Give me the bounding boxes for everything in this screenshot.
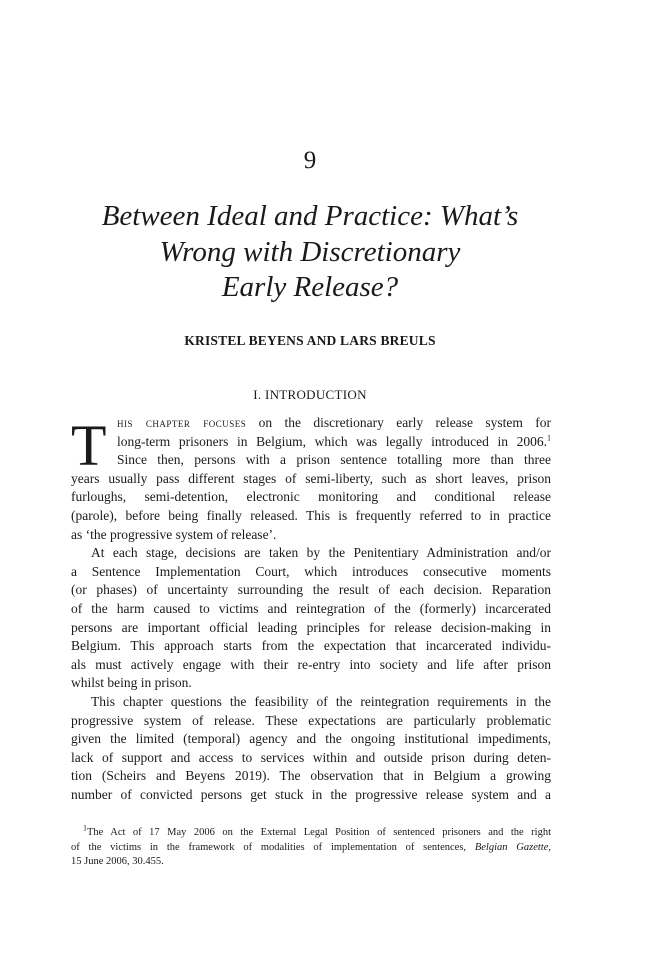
chapter-number: 9 xyxy=(303,147,317,174)
footnote-marker: 1 xyxy=(83,823,87,833)
chapter-authors: KRISTEL BEYENS AND LARS BREULS xyxy=(184,333,436,348)
section-heading: I. INTRODUCTION xyxy=(253,387,367,402)
chapter-title-line: Between Ideal and Practice: What’s xyxy=(101,200,519,232)
text-line: as ‘the progressive system of release’. xyxy=(71,526,277,542)
text-line: a Sentence Implementation Court, which introduces consecutive moments xyxy=(71,563,551,579)
text-line: furloughs, semi-detention, electronic monitoring and conditional release xyxy=(71,489,551,505)
text-line: of the harm caused to victims and reintegration of the (formerly) incarcerated xyxy=(71,600,551,616)
text-line: number of convicted persons get stuck in the progressive release system and a xyxy=(71,786,551,802)
footnote-line: 15 June 2006, 30.455. xyxy=(71,856,164,867)
text-line: given the limited (temporal) agency and the ongoing institutional impediments, xyxy=(71,731,551,747)
paragraph-intro xyxy=(71,414,551,544)
text-line: years usually pass different stages of semi-liberty, such as short leaves, prison xyxy=(71,470,551,486)
chapter-title xyxy=(60,199,560,306)
chapter-title-line: Wrong with Discretionary xyxy=(159,235,461,268)
gazette-title: Belgian Gazette xyxy=(474,841,549,853)
footnote-reference[interactable]: 1 xyxy=(547,433,551,443)
footnote-line: $^1$The Act of 17 May 2006 on the External Legal Position of sentenced prisoners and the right xyxy=(83,823,551,838)
text-line: (parole), before being finally released. This is frequently referred to in practice xyxy=(71,507,551,523)
text-line: At each stage, decisions are taken by the Penitentiary Administration and/or xyxy=(91,545,551,561)
footnote-line: of the victims in the framework of modalities of implementation of sentences, Belgian Gazette, xyxy=(71,841,551,853)
text-line: progressive system of release. These expectations are particularly problematic xyxy=(71,712,551,728)
text-line: This chapter questions the feasibility of the reintegration requirements in the xyxy=(91,694,551,709)
text-line: als must actively engage with their re-entry into society and life after prison xyxy=(71,656,551,672)
text-line: long-term prisoners in Belgium, which was legally introduced in 2006.$^1$ xyxy=(117,433,551,449)
text-line: Since then, persons with a prison sentence totalling more than three xyxy=(117,452,551,468)
chapter-title-line: Early Release? xyxy=(221,271,399,303)
text-line: Belgium. This approach starts from the expectation that incarcerated individu- xyxy=(71,638,551,654)
text-line: lack of support and access to services within and outside prison during deten- xyxy=(71,749,551,765)
text-line: persons are important official leading principles for release decision-making in xyxy=(71,619,551,635)
footnote xyxy=(71,823,551,870)
paragraph-questions xyxy=(71,693,551,805)
smallcaps-opening: his chapter focuses xyxy=(117,415,247,430)
text-line: (or phases) of uncertainty surrounding the result of each decision. Reparation xyxy=(71,582,551,598)
text-line: whilst being in prison. xyxy=(71,675,192,691)
paragraph-stages xyxy=(71,544,551,693)
text-line: tion (Scheirs and Beyens 2019). The observation that in Belgium a growing xyxy=(71,768,551,784)
text-line: his chapter focuses on the discretionary early release system for xyxy=(117,415,551,430)
drop-cap: T xyxy=(71,413,107,478)
